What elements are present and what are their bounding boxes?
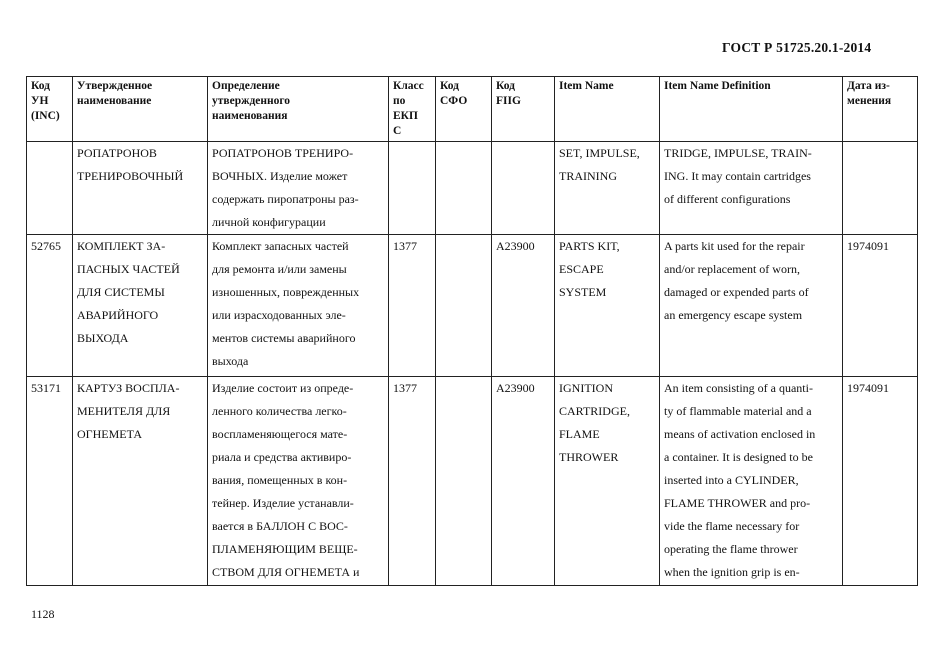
col-header-approved-name: Утвержденное наименование — [73, 77, 208, 142]
table-header-row — [27, 77, 918, 142]
cell-definition: Изделие состоит из опреде- ленного количества легко- воспламеняющегося мате- риала и средства активиро- вания, помещенных в кон- тейнер. Изделие устанавли- вается в БАЛЛОН С ВОС- ПЛАМЕНЯЮЩИМ ВЕЩЕ- СТВОМ ДЛЯ ОГНЕМЕТА и — [208, 377, 389, 586]
cell-change-date: 1974091 — [843, 235, 918, 377]
cell-item-name: IGNITION CARTRIDGE, FLAME THROWER — [555, 377, 660, 586]
col-header-sfo: Код СФО — [436, 77, 492, 142]
col-header-fiig: Код FIIG — [492, 77, 555, 142]
cell-fiig — [492, 142, 555, 235]
cell-sfo — [436, 377, 492, 586]
standard-code: ГОСТ Р 51725.20.1-2014 — [722, 40, 872, 55]
table-row — [27, 142, 918, 235]
cell-class: 1377 — [389, 377, 436, 586]
table-row — [27, 377, 918, 586]
col-header-item-name: Item Name — [555, 77, 660, 142]
cell-approved-name: КАРТУЗ ВОСПЛА- МЕНИТЕЛЯ ДЛЯ ОГНЕМЕТА — [73, 377, 208, 586]
cell-item-name-definition: TRIDGE, IMPULSE, TRAIN- ING. It may contain cartridges of different configurations — [660, 142, 843, 235]
cell-class — [389, 142, 436, 235]
cell-item-name: PARTS KIT, ESCAPE SYSTEM — [555, 235, 660, 377]
cell-approved-name: РОПАТРОНОВ ТРЕНИРОВОЧНЫЙ — [73, 142, 208, 235]
col-header-inc: Код УН (INC) — [27, 77, 73, 142]
cell-definition: РОПАТРОНОВ ТРЕНИРО- ВОЧНЫХ. Изделие может содержать пиропатроны раз- личной конфигурации — [208, 142, 389, 235]
cell-inc — [27, 142, 73, 235]
cell-inc: 53171 — [27, 377, 73, 586]
cell-definition: Комплект запасных частей для ремонта и/или замены изношенных, поврежденных или израсходованных эле- ментов системы аварийного выхода — [208, 235, 389, 377]
cell-change-date — [843, 142, 918, 235]
page-number: 1128 — [31, 607, 55, 621]
col-header-class: Класс по ЕКП С — [389, 77, 436, 142]
cell-item-name-definition: An item consisting of a quanti- ty of flammable material and a means of activation enclosed in a container. It is designed to be inserted into a CYLINDER, FLAME THROWER and pro- vide the flame necessary for operating the flame thrower when the ignition grip is en- — [660, 377, 843, 586]
cell-class: 1377 — [389, 235, 436, 377]
cell-item-name: SET, IMPULSE, TRAINING — [555, 142, 660, 235]
col-header-change-date: Дата из- менения — [843, 77, 918, 142]
cell-fiig: A23900 — [492, 377, 555, 586]
cell-sfo — [436, 235, 492, 377]
classification-table — [26, 76, 918, 586]
cell-approved-name: КОМПЛЕКТ ЗА- ПАСНЫХ ЧАСТЕЙ ДЛЯ СИСТЕМЫ АВАРИЙНОГО ВЫХОДА — [73, 235, 208, 377]
cell-item-name-definition: A parts kit used for the repair and/or replacement of worn, damaged or expended parts of an emergency escape system — [660, 235, 843, 377]
col-header-item-name-definition: Item Name Definition — [660, 77, 843, 142]
cell-fiig: A23900 — [492, 235, 555, 377]
cell-change-date: 1974091 — [843, 377, 918, 586]
cell-inc: 52765 — [27, 235, 73, 377]
col-header-definition: Определение утвержденного наименования — [208, 77, 389, 142]
cell-sfo — [436, 142, 492, 235]
table-row — [27, 235, 918, 377]
